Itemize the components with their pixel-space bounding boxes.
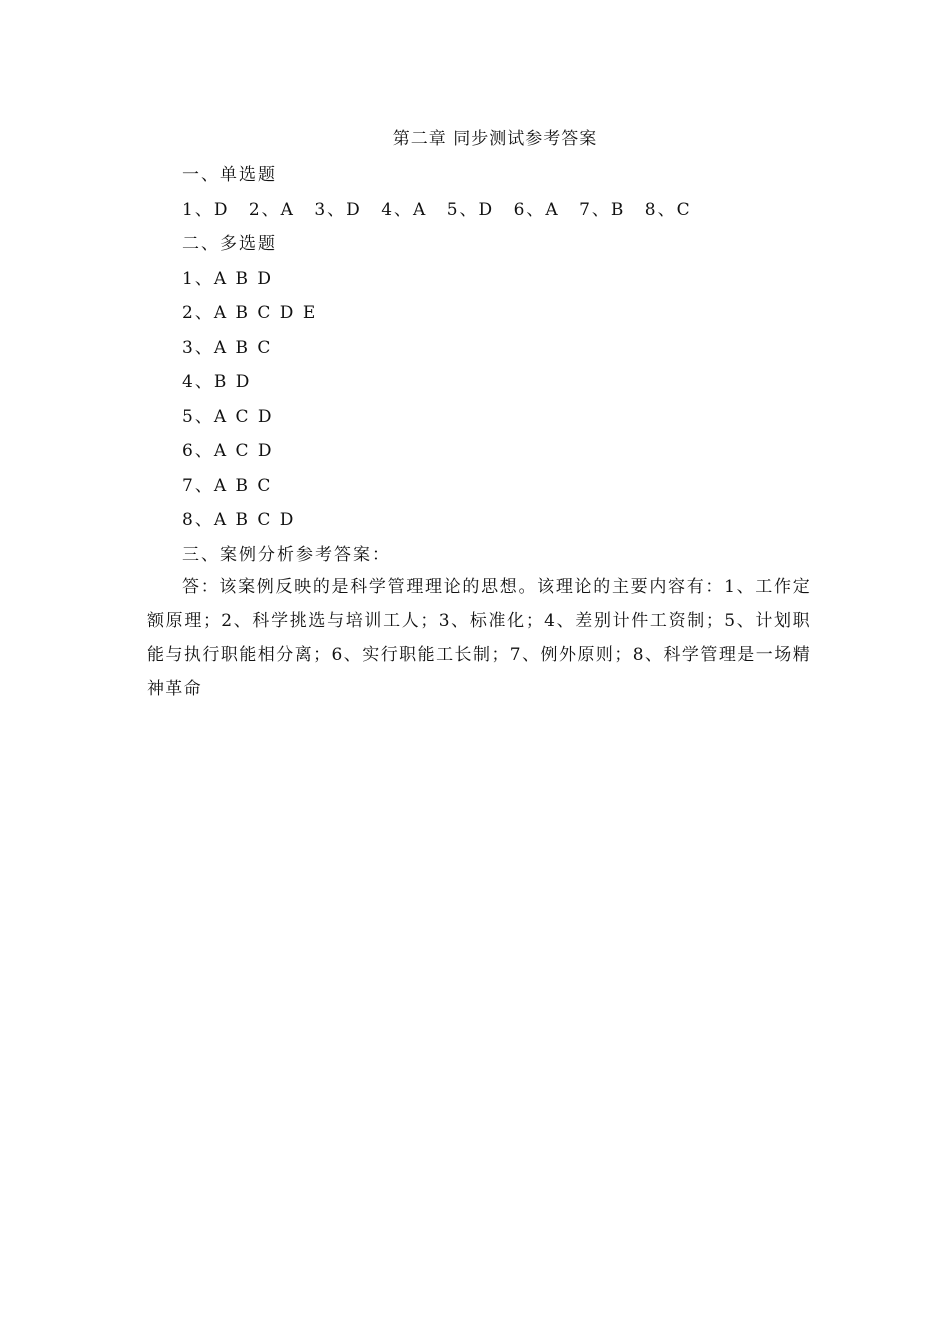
single-choice-answer: 1、D [182,200,230,220]
case-analysis-heading: 三、案例分析参考答案： [182,545,391,565]
multiple-choice-answer: 4、B D [182,372,252,392]
multiple-choice-answer: 5、A C D [182,407,274,427]
single-choice-answer: 8、C [644,200,692,220]
single-choice-answer: 7、B [579,200,626,220]
multiple-choice-answer: 2、A B C D E [182,303,318,323]
multiple-choice-heading: 二、多选题 [182,234,277,254]
page-title: 第二章 同步测试参考答案 [392,129,598,149]
single-choice-heading: 一、单选题 [182,165,277,185]
multiple-choice-answer: 1、A B D [182,269,274,289]
single-choice-answer: 5、D [446,200,495,220]
multiple-choice-answer: 7、A B C [182,476,273,496]
single-choice-answer: 4、A [381,200,428,220]
multiple-choice-answer: 6、A C D [182,441,274,461]
multiple-choice-answer: 3、A B C [182,338,273,358]
single-choice-answers [182,195,706,220]
single-choice-answer: 6、A [513,200,560,220]
single-choice-answer: 3、D [314,200,362,220]
multiple-choice-answer: 8、A B C D [182,510,296,530]
case-analysis-answer: 答：该案例反映的是科学管理理论的思想。该理论的主要内容有：1、工作定额原理；2、科学挑选与培训工人；3、标准化；4、差别计件工资制；5、计划职能与执行职能相分离；6、实行职能工长制；7、例外原则；8、科学管理是一场精神革命 [147,577,811,699]
single-choice-answer: 2、A [248,200,295,220]
